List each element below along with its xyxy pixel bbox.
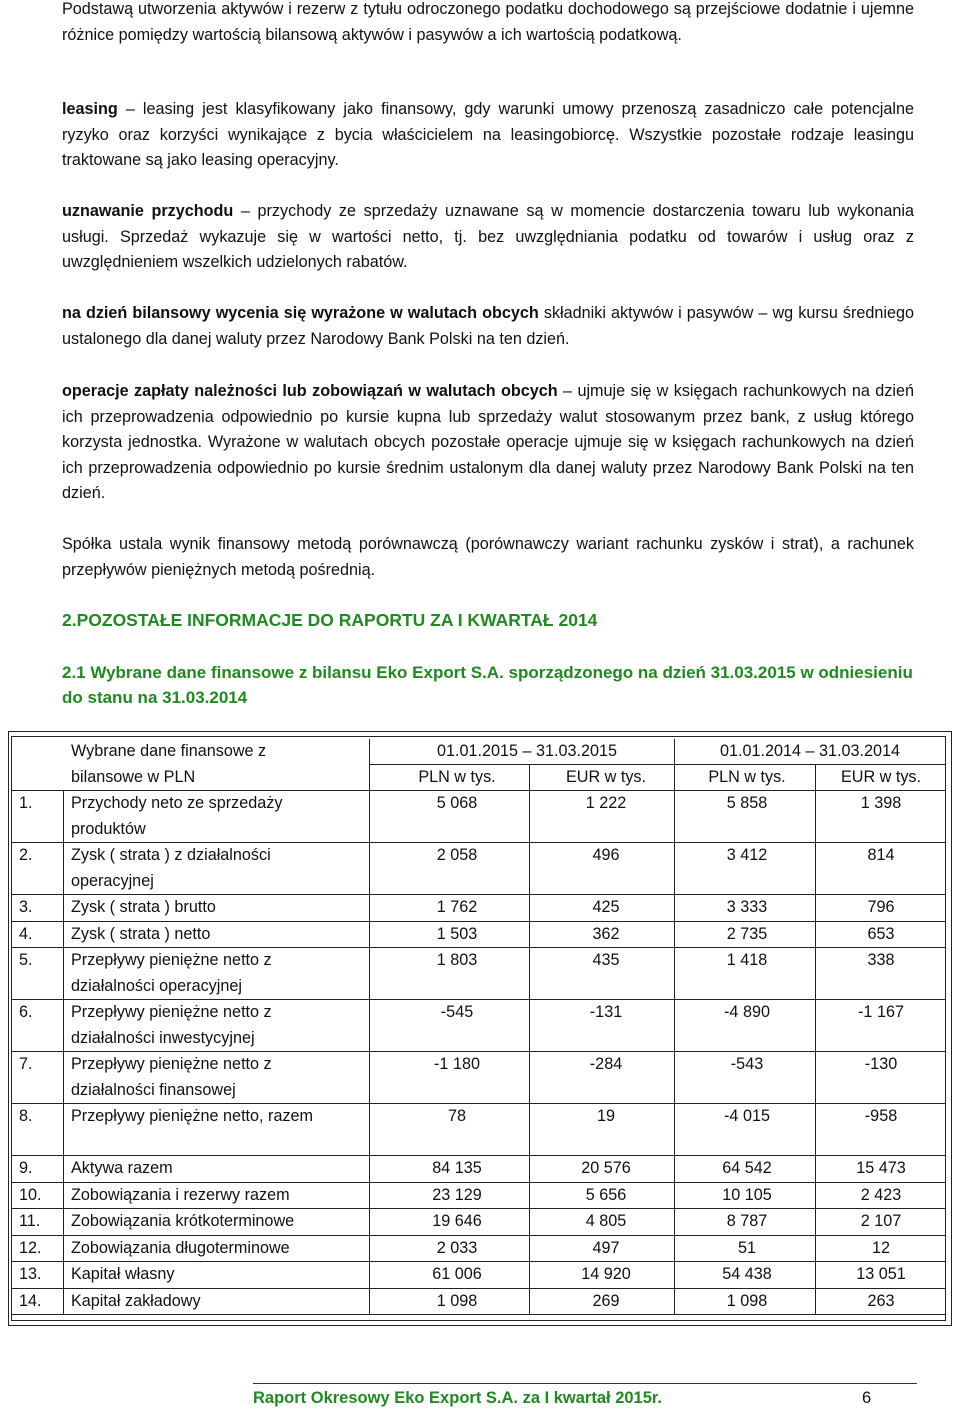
row-value: 496 [592, 846, 620, 864]
unit-pln-2015: PLN w tys. [418, 768, 496, 786]
row-value: 814 [867, 846, 895, 864]
table-gridline [11, 790, 946, 791]
table-gridline [11, 1261, 946, 1262]
row-number: 6. [19, 1003, 33, 1021]
row-value: 1 098 [726, 1291, 768, 1310]
row-label: Przepływy pieniężne netto, razem [71, 1107, 314, 1125]
row-value: 2 107 [860, 1212, 902, 1230]
row-value: 64 542 [722, 1159, 772, 1177]
row-value: -130 [864, 1055, 898, 1073]
row-label: Zobowiązania długoterminowe [71, 1238, 290, 1257]
row-number: 2. [19, 846, 33, 864]
paragraph-leasing [62, 97, 914, 174]
row-value: 20 576 [581, 1159, 631, 1177]
row-number: 7. [19, 1055, 33, 1073]
term-revenue: uznawanie przychodu [62, 202, 234, 220]
row-label: Zysk ( strata ) brutto [71, 898, 216, 916]
row-value: 269 [592, 1291, 620, 1310]
table-gridline [369, 764, 946, 765]
row-label: Zysk ( strata ) netto [71, 924, 211, 943]
row-label: Zobowiązania krótkoterminowe [71, 1212, 295, 1230]
table-gridline [815, 765, 816, 1315]
table-gridline [11, 947, 946, 948]
row-number: 11. [19, 1212, 41, 1230]
row-value: -284 [589, 1055, 623, 1073]
paragraph-revenue-text: – przychody ze sprzedaży uznawane są w momencie dostarczenia towaru lub wykonania usługi. Sprzedaż wykazuje się w wartości netto, tj. bez uwzględniania podatku od towarów i usług oraz z uwzględnieniem wszelkich udzielonych rabatów. [62, 202, 914, 271]
row-value: 14 920 [581, 1265, 631, 1283]
row-value: 10 105 [722, 1185, 772, 1204]
table-gridline [11, 842, 946, 843]
row-value: 19 [596, 1107, 615, 1125]
row-value: 15 473 [856, 1159, 906, 1177]
row-value: 1 803 [436, 951, 478, 969]
table-header-title: Wybrane dane finansowe z bilansowe w PLN [71, 742, 267, 786]
row-number: 3. [19, 898, 33, 916]
footer-page-number: 6 [862, 1389, 872, 1407]
row-value: 362 [592, 924, 620, 943]
row-value: -1 180 [434, 1055, 480, 1073]
table-gridline [63, 791, 64, 1315]
row-label: Zobowiązania i rezerwy razem [71, 1185, 290, 1204]
row-value: 653 [867, 924, 895, 943]
row-label: Zysk ( strata ) z działalności operacyjnej [71, 846, 271, 890]
row-value: -4 015 [724, 1107, 770, 1125]
row-value: 2 423 [860, 1185, 902, 1204]
table-gridline [11, 1182, 946, 1183]
footer-report-title: Raport Okresowy Eko Export S.A. za I kwartał 2015r. [253, 1389, 662, 1407]
table-gridline [369, 739, 370, 1315]
row-value: 338 [867, 951, 895, 969]
row-value: 1 418 [726, 951, 768, 969]
unit-eur-2014: EUR w tys. [840, 768, 922, 786]
row-number: 9. [19, 1159, 33, 1177]
row-number: 8. [19, 1107, 33, 1125]
paragraph-financial-result: Spółka ustala wynik finansowy metodą porównawczą (porównawczy wariant rachunku zysków i strat), a rachunek przepływów pieniężnych metodą pośrednią. [62, 535, 914, 579]
term-fx-operations: operacje zapłaty należności lub zobowiązań w walutach obcych [62, 382, 558, 400]
paragraph-revenue [62, 199, 914, 276]
row-value: 425 [592, 898, 620, 916]
row-value: 84 135 [432, 1159, 482, 1177]
row-value: 19 646 [432, 1212, 482, 1230]
table-gridline [529, 765, 530, 1315]
row-value: -958 [864, 1107, 898, 1125]
row-value: 12 [871, 1238, 890, 1257]
row-number: 1. [19, 794, 33, 812]
paragraph-fx-operations [62, 379, 914, 507]
table-gridline [11, 894, 946, 895]
table-gridline [11, 1103, 946, 1104]
row-value: 1 222 [585, 794, 627, 812]
table-header-period-2014: 01.01.2014 – 31.03.2014 [719, 742, 901, 760]
table-gridline [11, 1314, 946, 1315]
row-value: 2 058 [436, 846, 478, 864]
row-value: 435 [592, 951, 620, 969]
row-value: 3 412 [726, 846, 768, 864]
row-number: 4. [19, 924, 33, 943]
row-value: 23 129 [432, 1185, 482, 1204]
row-label: Kapitał zakładowy [71, 1291, 201, 1310]
row-value: 1 503 [436, 924, 478, 943]
row-number: 10. [19, 1185, 42, 1204]
row-value: 2 033 [436, 1238, 478, 1257]
paragraph-fx-valuation [62, 301, 914, 352]
row-value: 1 762 [436, 898, 478, 916]
paragraph-fx-valuation-text: składniki aktywów i pasywów – wg kursu średniego ustalonego dla danej waluty przez Narodowy Bank Polski na ten dzień. [62, 304, 914, 348]
row-value: 61 006 [432, 1265, 482, 1283]
table-gridline [11, 1288, 946, 1289]
row-value: 8 787 [726, 1212, 768, 1230]
row-value: 2 735 [726, 924, 768, 943]
row-value: -543 [730, 1055, 764, 1073]
table-gridline [11, 921, 946, 922]
row-number: 5. [19, 951, 33, 969]
row-value: 51 [737, 1238, 756, 1257]
row-label: Kapitał własny [71, 1265, 175, 1283]
row-value: 78 [447, 1107, 466, 1125]
row-value: 1 098 [436, 1291, 478, 1310]
footer-divider [253, 1383, 917, 1384]
term-leasing: leasing [62, 100, 118, 118]
paragraph-deferred-tax: Podstawą utworzenia aktywów i rezerw z tytułu odroczonego podatku dochodowego są przejściowe dodatnie i ujemne różnice pomiędzy wartością bilansową aktywów i pasywów a ich wartością podatkową. [62, 0, 914, 44]
paragraph-leasing-text: – leasing jest klasyfikowany jako finansowy, gdy warunki umowy przenoszą zasadniczo całe potencjalne ryzyko oraz korzyści wynikające z bycia właścicielem na leasingobiorcę. Wszystkie pozostałe rodzaje leasingu traktowane są jako leasing operacyjny. [62, 100, 914, 169]
paragraph-fx-operations-text: – ujmuje się w księgach rachunkowych na dzień ich przeprowadzenia odpowiednio po kursie kupna lub sprzedaży walut stosowanym przez bank, z usług którego korzysta jednostka. Wyrażone w walutach obcych pozostałe operacje ujmuje się w księgach rachunkowych na dzień ich przeprowadzenia odpowiednio po kursie średnim ustalonym dla danej waluty przez Narodowy Bank Polski na ten dzień. [62, 382, 914, 502]
row-value: 4 805 [585, 1212, 627, 1230]
row-value: -545 [440, 1003, 474, 1021]
row-value: -4 890 [724, 1003, 770, 1021]
unit-eur-2015: EUR w tys. [565, 768, 647, 786]
row-label: Przepływy pieniężne netto z działalności operacyjnej [71, 951, 272, 995]
section-heading: 2.POZOSTAŁE INFORMACJE DO RAPORTU ZA I KWARTAŁ 2014 [62, 610, 598, 630]
row-value: 3 333 [726, 898, 768, 916]
row-value: 796 [867, 898, 895, 916]
table-gridline [674, 739, 675, 1315]
row-value: -131 [589, 1003, 623, 1021]
table-gridline [11, 1235, 946, 1236]
row-label: Aktywa razem [71, 1159, 173, 1177]
row-value: 5 858 [726, 794, 768, 812]
row-value: 5 656 [585, 1185, 627, 1204]
row-value: 5 068 [436, 794, 478, 812]
row-value: 497 [592, 1238, 620, 1257]
row-value: 54 438 [722, 1265, 772, 1283]
table-header-period-2015: 01.01.2015 – 31.03.2015 [436, 742, 618, 760]
row-number: 12. [19, 1238, 42, 1257]
row-label: Przychody neto ze sprzedaży produktów [71, 794, 283, 838]
row-value: -1 167 [858, 1003, 904, 1021]
row-value: 13 051 [856, 1265, 906, 1283]
row-number: 14. [19, 1291, 42, 1310]
table-gridline [11, 1155, 946, 1156]
term-fx-valuation: na dzień bilansowy wycenia się wyrażone w walutach obcych [62, 304, 539, 322]
table-gridline [11, 999, 946, 1000]
row-value: 1 398 [860, 794, 902, 812]
table-gridline [11, 1208, 946, 1209]
row-label: Przepływy pieniężne netto z działalności finansowej [71, 1055, 272, 1099]
row-number: 13. [19, 1265, 42, 1283]
subsection-heading: 2.1 Wybrane dane finansowe z bilansu Eko Export S.A. sporządzonego na dzień 31.03.2015 w odniesieniu do stanu na 31.03.2014 [62, 663, 913, 707]
row-label: Przepływy pieniężne netto z działalności inwestycyjnej [71, 1003, 272, 1047]
unit-pln-2014: PLN w tys. [708, 768, 786, 786]
row-value: 263 [867, 1291, 895, 1310]
table-gridline [11, 1051, 946, 1052]
